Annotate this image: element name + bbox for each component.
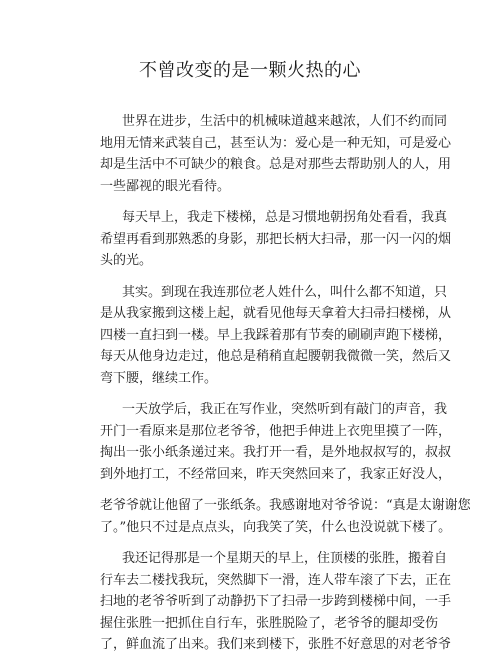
text-line: 了。”他只不过是点点头，向我笑了笑，什么也没说就下楼了。 xyxy=(100,519,452,535)
text-line: 世界在进步，生活中的机械味道越来越浓，人们不约而同 xyxy=(122,114,448,129)
text-line: 到外地打工，不经常回来，昨天突然回来了，我家正好没人， xyxy=(100,466,452,482)
text-line: 每天早上，我走下楼梯，总是习惯地朝拐角处看看，我真 xyxy=(122,210,448,225)
text-line: 老爷爷就让他留了一张纸条。我感谢地对爷爷说：“真是太谢谢您 xyxy=(100,498,471,513)
text-line: 扫地的老爷爷听到了动静扔下了扫帚一步跨到楼梯中间，一手 xyxy=(100,594,452,609)
paragraph-4 xyxy=(0,399,500,485)
text-line: 弯下腰，继续工作。 xyxy=(100,370,218,386)
text-line: 了，鲜血流了出来。我们来到楼下，张胜不好意思的对老爷爷 xyxy=(100,637,452,652)
paragraph-6 xyxy=(0,548,500,656)
text-line: 是从我家搬到这楼上起，就看见他每天拿着大扫帚扫楼梯，从 xyxy=(100,306,452,321)
text-line: 每天从他身边走过，他总是稍稍直起腰朝我微微一笑，然后又 xyxy=(100,349,452,364)
paragraph-1 xyxy=(0,111,500,197)
page-title: 不曾改变的是一颗火热的心 xyxy=(139,60,361,81)
text-line: 地用无情来武装自己，甚至认为：爱心是一种无知，可是爱心 xyxy=(100,135,452,151)
paragraph-2 xyxy=(0,207,500,272)
text-line: 头的光。 xyxy=(100,253,153,268)
paragraph-3 xyxy=(0,282,500,390)
text-line: 希望再看到那熟悉的身影，那把长柄大扫帚，那一闪一闪的烟 xyxy=(100,231,452,247)
text-line: 却是生活中不可缺少的粮食。总是对那些去帮助别人的人，用 xyxy=(100,157,452,172)
paragraph-5 xyxy=(0,495,500,538)
text-line: 四楼一直扫到一楼。早上我踩着那有节奏的刷刷声跑下楼梯， xyxy=(100,327,452,343)
text-line: 我还记得那是一个星期天的早上，住顶楼的张胜，搬着自 xyxy=(122,551,448,566)
text-line: 开门一看原来是那位老爷爷，他把手伸进上衣兜里摸了一阵， xyxy=(100,423,452,439)
text-line: 一些鄙视的眼光看待。 xyxy=(100,178,231,194)
text-line: 掏出一张小纸条递过来。我打开一看，是外地叔叔写的，叔叔 xyxy=(100,445,452,460)
text-line: 一天放学后，我正在写作业，突然听到有敲门的声音，我 xyxy=(122,402,448,417)
text-line: 握住张胜一把抓住自行车，张胜脱险了，老爷爷的腿却受伤 xyxy=(100,615,439,631)
text-line: 其实。到现在我连那位老人姓什么，叫什么都不知道，只 xyxy=(122,284,448,300)
text-line: 行车去二楼找我玩，突然脚下一滑，连人带车滚了下去，正在 xyxy=(100,572,452,588)
